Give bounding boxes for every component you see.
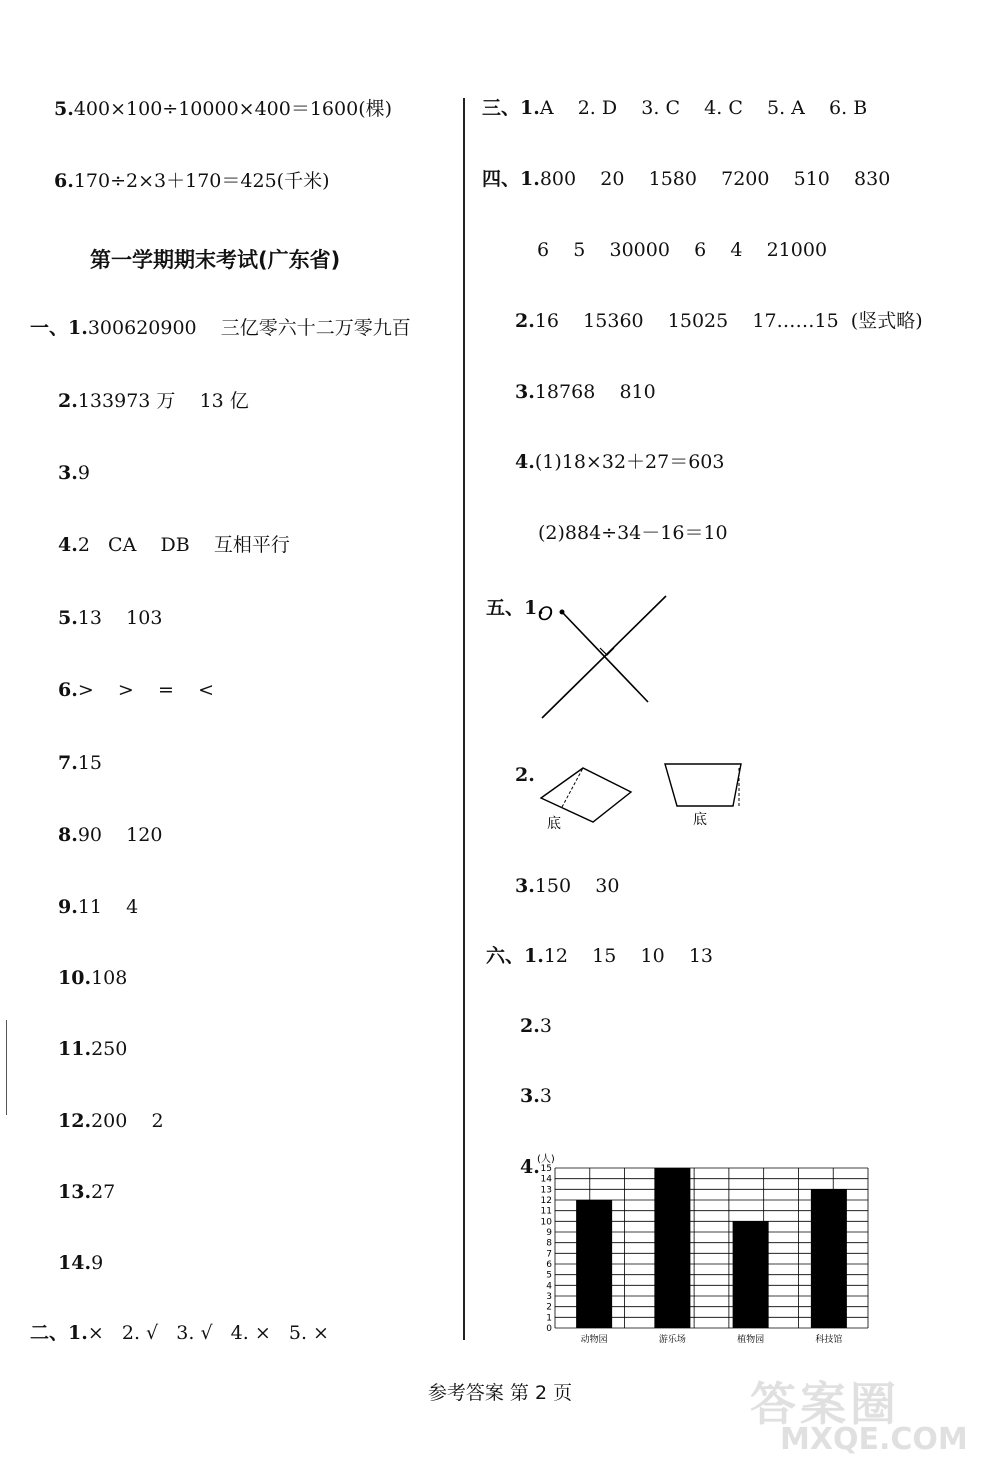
x-category-label: 植物园 (737, 1335, 765, 1345)
y-tick-label: 9 (546, 1228, 552, 1238)
point-o-label: O (538, 603, 553, 625)
answer-1-2: 2.133973 万 13 亿 (58, 390, 249, 412)
section-title: 第一学期期末考试(广东省) (90, 248, 341, 272)
answer-1-1: 一、1.300620900 三亿零六十二万零九百 (30, 317, 411, 339)
bar-2 (654, 1168, 690, 1328)
answer-6-2: 2.3 (520, 1015, 552, 1037)
watermark (740, 1368, 990, 1460)
y-tick-label: 13 (540, 1185, 552, 1196)
column-divider (463, 98, 465, 1340)
watermark-url: MXQE.COM (780, 1422, 968, 1457)
bar-1 (576, 1200, 612, 1328)
y-tick-label: 5 (546, 1270, 552, 1281)
y-tick-label: 3 (546, 1292, 552, 1302)
y-tick-label: 6 (546, 1260, 552, 1270)
answer-1-9: 9.11 4 (58, 896, 139, 918)
y-tick-label: 11 (540, 1206, 552, 1217)
y-tick-label: 14 (540, 1174, 552, 1185)
answer-1-7: 7.15 (58, 752, 103, 774)
parallelogram-height (562, 768, 583, 807)
given-line (542, 596, 666, 718)
answer-1-4: 4.2 CA DB 互相平行 (58, 534, 290, 556)
answer-5-2-label: 2. (515, 764, 535, 786)
y-tick-label: 0 (546, 1324, 552, 1334)
answer-6-3: 3.3 (520, 1085, 552, 1107)
answer-5-3: 3.150 30 (515, 875, 620, 897)
y-tick-label: 2 (546, 1302, 552, 1313)
answer-1-10: 10.108 (58, 967, 128, 989)
answer-2: 二、1.× 2. √ 3. √ 4. × 5. × (30, 1322, 329, 1344)
x-category-label: 游乐场 (658, 1335, 686, 1345)
perpendicular-figure (520, 590, 680, 725)
bar-chart (535, 1150, 880, 1350)
margin-mark (6, 1020, 7, 1115)
answer-4-1a: 四、1.800 20 1580 7200 510 830 (482, 168, 891, 190)
answer-1-12: 12.200 2 (58, 1110, 164, 1132)
y-tick-label: 4 (546, 1281, 552, 1292)
watermark-text: 答案圈 (750, 1377, 900, 1431)
answer-4-2: 2.16 15360 15025 17……15 (竖式略) (515, 310, 923, 332)
answer-6-4-label: 4. (520, 1156, 540, 1178)
y-tick-label: 12 (540, 1196, 552, 1206)
answer-1-13: 13.27 (58, 1181, 116, 1203)
answer-4-1b: 6 5 30000 6 4 21000 (537, 239, 828, 261)
bar-3 (733, 1221, 769, 1328)
answer-line-6: 6.170÷2×3＋170＝425(千米) (54, 170, 330, 192)
answer-1-6: 6.> > = < (58, 679, 214, 701)
answer-1-3: 3.9 (58, 462, 90, 484)
bar-4 (811, 1189, 847, 1328)
answer-3: 三、1.A 2. D 3. C 4. C 5. A 6. B (482, 97, 868, 119)
parallelogram (541, 768, 631, 822)
answer-4-3: 3.18768 810 (515, 381, 656, 403)
answer-1-14: 14.9 (58, 1252, 104, 1274)
answer-1-8: 8.90 120 (58, 824, 163, 846)
x-category-label: 动物园 (580, 1335, 608, 1345)
answer-4-4a: 4.(1)18×32＋27＝603 (515, 451, 725, 473)
y-unit-label: (人) (537, 1154, 555, 1165)
base-label-2: 底 (693, 812, 707, 828)
heights-figure (535, 758, 750, 833)
trapezoid (665, 764, 741, 806)
y-tick-label: 15 (540, 1164, 552, 1174)
answer-1-5: 5.13 103 (58, 607, 163, 629)
y-tick-label: 1 (546, 1313, 552, 1324)
y-tick-label: 10 (540, 1217, 552, 1228)
answer-line-5: 5.400×100÷10000×400＝1600(棵) (54, 98, 393, 120)
base-label-1: 底 (547, 816, 561, 832)
answer-1-11: 11.250 (58, 1038, 128, 1060)
page-footer: 参考答案 第 2 页 (427, 1382, 573, 1404)
answer-4-4b: (2)884÷34－16＝10 (538, 522, 728, 544)
y-tick-label: 7 (546, 1249, 552, 1260)
answer-6-1: 六、1.12 15 10 13 (486, 945, 714, 967)
answer-5-1-label: 五、1. (486, 597, 544, 619)
y-tick-label: 8 (546, 1238, 552, 1249)
x-category-label: 科技馆 (815, 1335, 843, 1345)
